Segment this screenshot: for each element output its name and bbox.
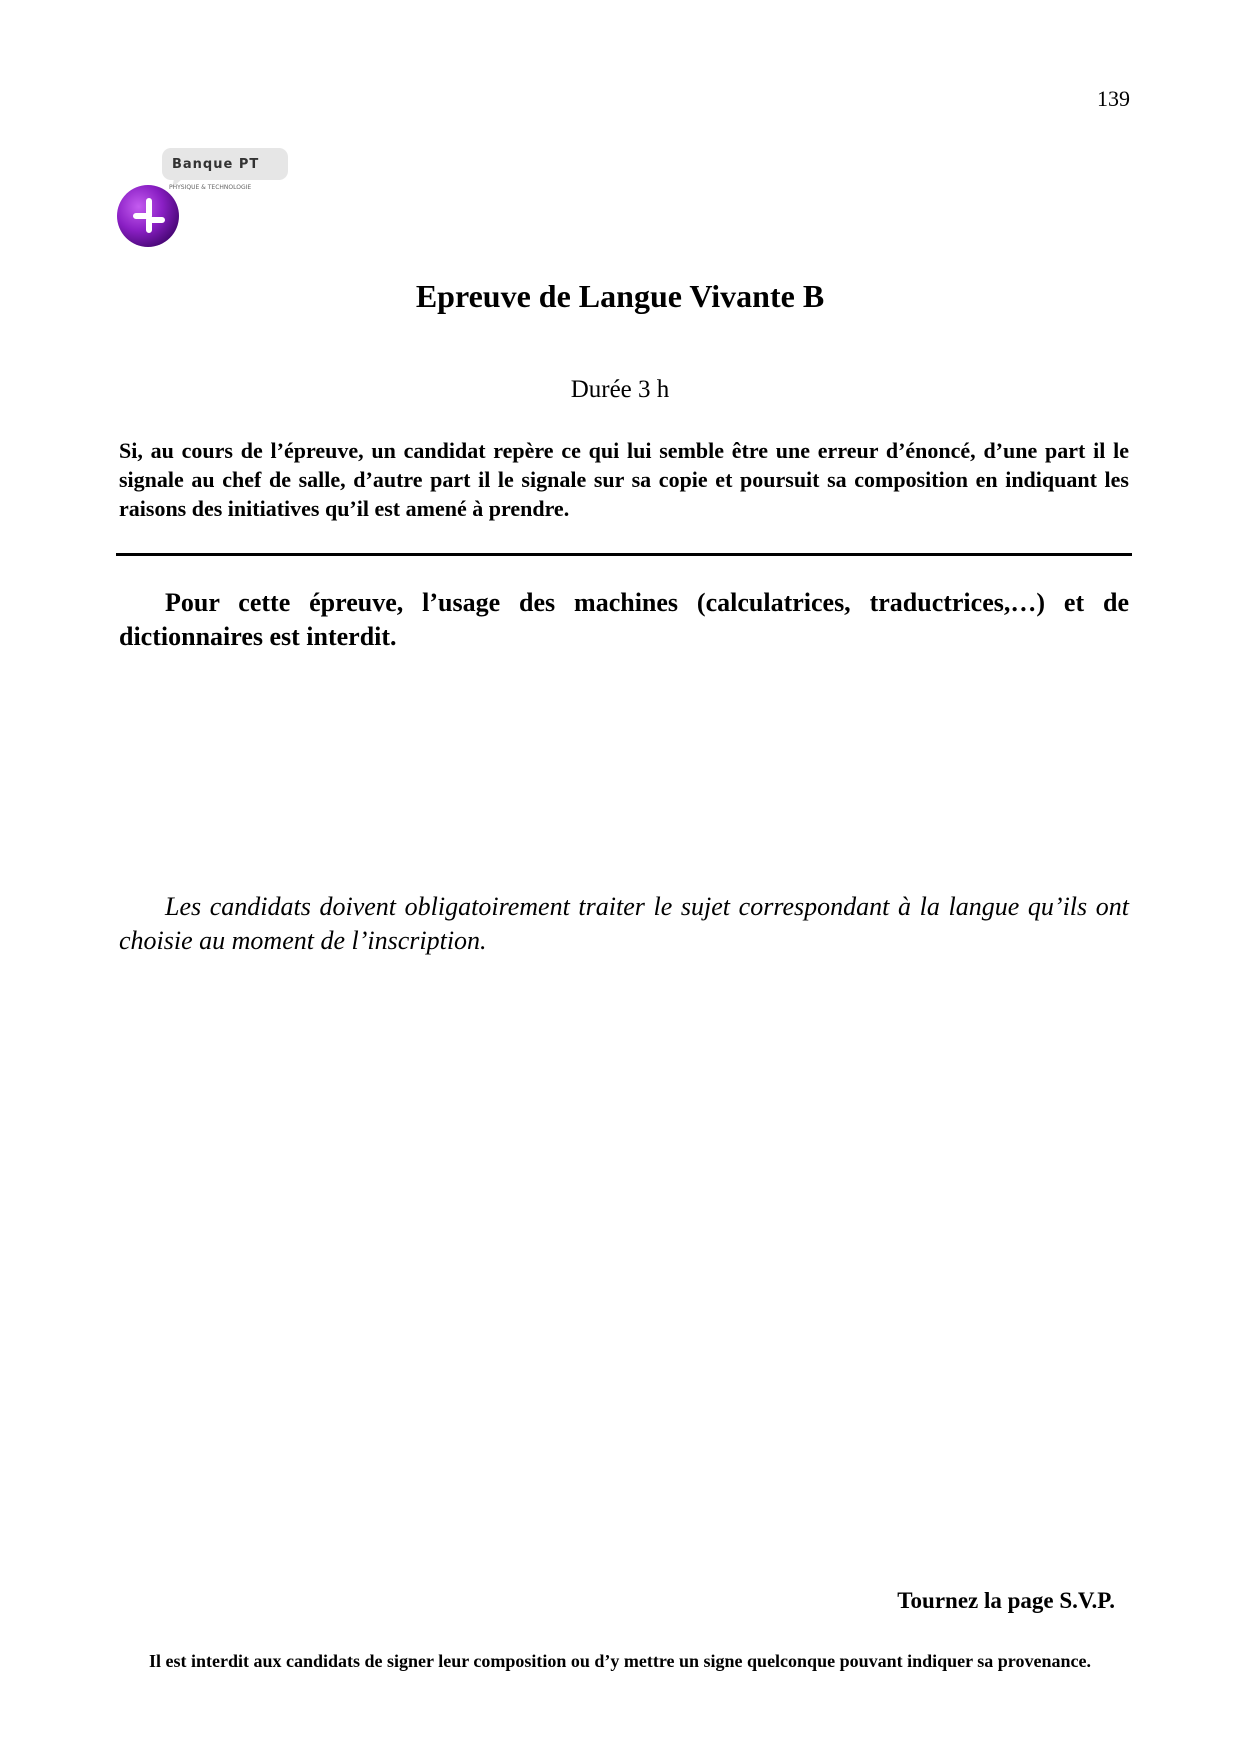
horizontal-rule bbox=[116, 553, 1132, 556]
turn-page-note: Tournez la page S.V.P. bbox=[897, 1588, 1115, 1613]
page-number: 139 bbox=[1097, 86, 1130, 111]
exam-title: Epreuve de Langue Vivante B bbox=[415, 278, 825, 314]
logo-title: Banque PT bbox=[172, 157, 260, 172]
signature-notice: Il est interdit aux candidats de signer leur composition ou d’y mettre un signe quelconque pouvant indiquer sa provenance. bbox=[149, 1651, 1091, 1671]
language-notice: Les candidats doivent obligatoirement traiter le sujet correspondant à la langue qu’ils ont choisie au moment de l’inscription. bbox=[119, 892, 1129, 955]
machines-notice: Pour cette épreuve, l’usage des machines (calculatrices, traductrices,…) et de dictionnaires est interdit. bbox=[119, 588, 1129, 651]
logo-subtitle: PHYSIQUE & TECHNOLOGIE bbox=[169, 184, 252, 191]
exam-duration: Durée 3 h bbox=[570, 376, 670, 403]
banque-pt-logo bbox=[116, 146, 296, 256]
error-notice: Si, au cours de l’épreuve, un candidat repère ce qui lui semble être une erreur d’énoncé, d’une part il le signale au chef de salle, d’autre part il le signale sur sa copie et poursuit sa composition en indiquant les raisons des initiatives qu’il est amené à prendre. bbox=[119, 438, 1129, 521]
